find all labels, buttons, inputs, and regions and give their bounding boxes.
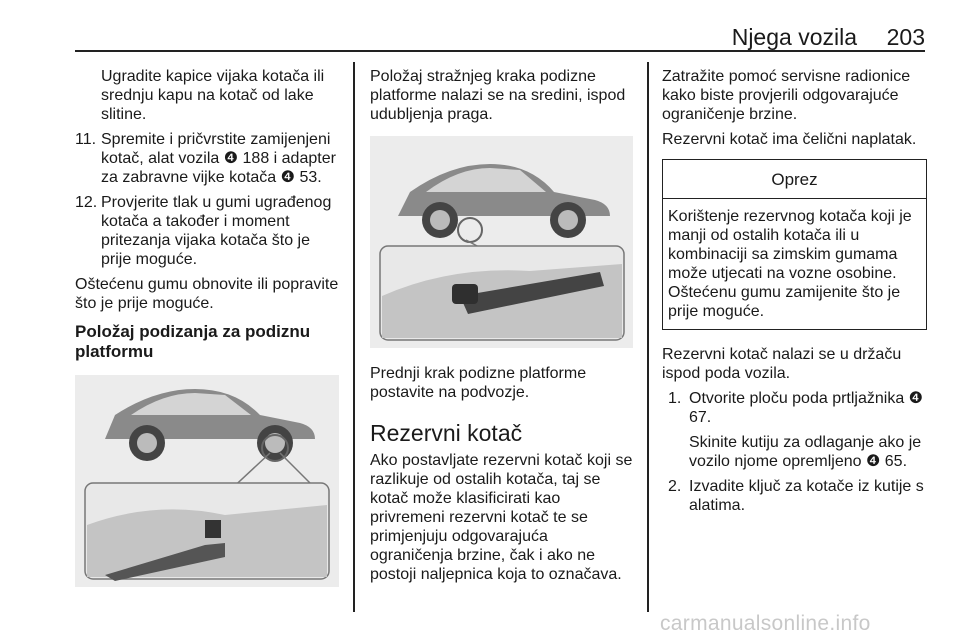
page-number: 203 <box>886 24 925 50</box>
spare-step-1-substep: Skinite kutiju za odlaganje ako je vozilo njome opremljeno ❹ 65. <box>689 434 922 470</box>
spare-wheel-heading: Rezervni kotač <box>370 420 523 446</box>
caution-title: Oprez <box>663 160 926 199</box>
column-divider-1 <box>353 62 355 612</box>
watermark: carmanualsonline.info <box>660 612 871 635</box>
speed-limit-paragraph: Zatražite pomoć servisne radionice kako biste provjerili odgovarajuće ograničenje brzine. <box>662 68 911 123</box>
step-12 <box>75 193 343 269</box>
step-12-text: Provjerite tlak u gumi ugrađenog kotača a također i moment pritezanja vijaka kotača što je prije moguće. <box>101 194 332 268</box>
spare-wheel-paragraph: Ako postavljate rezervni kotač koji se razlikuje od ostalih kotača, taj se kotač može klasificirati kao privremeni rezervni kotač te se primjenjuju odgovarajuća ograničenja brzine, čak i ako ne postoji naljepnica koja to označava. <box>370 452 633 583</box>
rear-lift-paragraph: Položaj stražnjeg kraka podizne platforme nalazi se na sredini, ispod udubljenja praga. <box>370 68 626 123</box>
page-header-title: Njega vozila <box>731 24 857 50</box>
lift-rear-point-illustration <box>75 375 339 587</box>
column-2 <box>370 67 635 584</box>
step-11-number: 11. <box>75 131 97 148</box>
spare-location-paragraph: Rezervni kotač nalazi se u držaču ispod poda vozila. <box>662 346 902 382</box>
step-10-continuation: Ugradite kapice vijaka kotača ili srednju kapu na kotač od lake slitine. <box>101 68 325 123</box>
column-3 <box>662 67 927 515</box>
spare-step-2-number: 2. <box>668 478 682 495</box>
repair-paragraph: Oštećenu gumu obnovite ili popravite što je prije moguće. <box>75 276 339 312</box>
front-lift-paragraph: Prednji krak podizne platforme postavite na podvozje. <box>370 365 587 401</box>
column-1 <box>75 67 343 587</box>
caution-text: Korištenje rezervnog kotača koji je manji od ostalih kotača ili u kombinaciji sa zimskim gumama može utjecati na vozne osobine. Oštećenu gumu zamijenite što je prije moguće. <box>668 208 912 320</box>
step-11-text: Spremite i pričvrstite zamijenjeni kotač, alat vozila ❹ 188 i adapter za zabravne vijke kotača ❹ 53. <box>101 131 336 186</box>
header-rule <box>75 50 925 52</box>
step-12-number: 12. <box>75 194 98 211</box>
lift-section-heading: Položaj podizanja za podiznu platformu <box>75 322 311 361</box>
spare-step-2-text: Izvadite ključ za kotače iz kutije s alatima. <box>689 478 924 514</box>
lift-front-point-illustration <box>370 136 633 348</box>
spare-step-1 <box>662 389 927 471</box>
steel-rim-paragraph: Rezervni kotač ima čelični naplatak. <box>662 131 917 148</box>
step-11 <box>75 130 343 187</box>
spare-step-1-text: Otvorite ploču poda prtljažnika ❹ 67. <box>689 390 924 426</box>
column-divider-2 <box>647 62 649 612</box>
caution-box <box>662 159 927 330</box>
spare-step-1-number: 1. <box>668 390 682 407</box>
spare-step-2 <box>662 477 927 515</box>
